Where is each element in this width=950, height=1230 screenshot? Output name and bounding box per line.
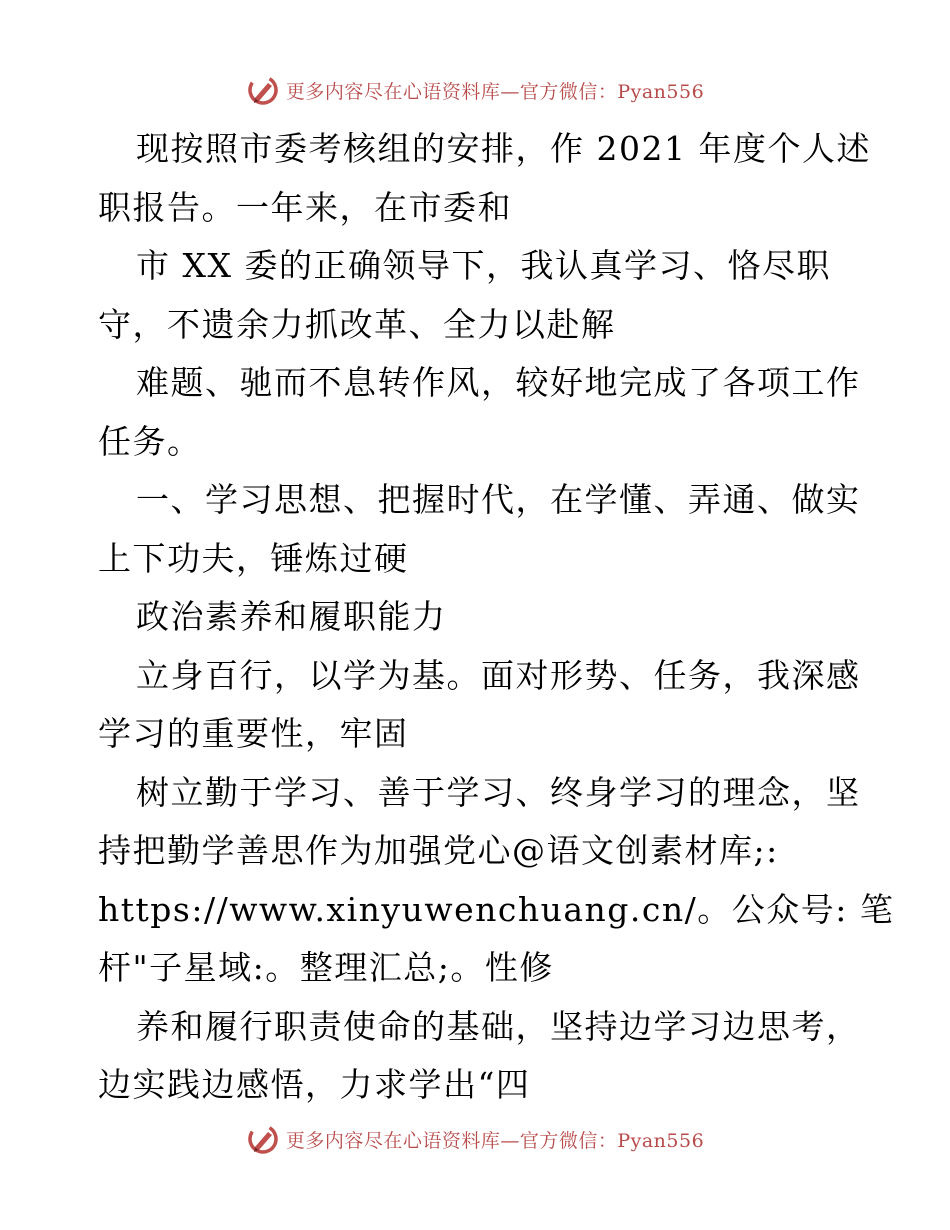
text-line: 市 XX 委的正确领导下，我认真学习、恪尽职	[136, 246, 831, 285]
watermark-text: 更多内容尽在心语资料库—官方微信：Pyan556	[285, 80, 705, 103]
text-line: 难题、驰而不息转作风，较好地完成了各项工作	[136, 363, 861, 402]
text-line: 立身百行，以学为基。面对形势、任务，我深感	[136, 655, 861, 695]
text-line: 政治素养和履职能力	[136, 597, 447, 636]
text-line: 树立勤于学习、善于学习、终身学习的理念，坚	[136, 772, 861, 812]
text-line: 学习的重要性，牢固	[98, 714, 409, 753]
header-watermark	[0, 68, 950, 112]
text-line: 边实践边感悟，力求学出“四	[98, 1065, 531, 1104]
text-line: https://www.xinyuwenchuang.cn/。公众号: 笔	[98, 889, 895, 929]
footer-watermark	[0, 1117, 950, 1161]
pen-logo-icon	[246, 1122, 280, 1156]
text-line: 一、学习思想、把握时代，在学懂、弄通、做实	[136, 480, 861, 519]
text-line: 养和履行职责使命的基础，坚持边学习边思考，	[136, 1006, 861, 1046]
text-line: 上下功夫，锤炼过硬	[98, 538, 409, 578]
text-line: 职报告。一年来，在市委和	[98, 187, 512, 227]
text-line: 现按照市委考核组的安排，作 2021 年度个人述	[136, 129, 871, 168]
text-line: 持把勤学善思作为加强党心@语文创素材库;:	[98, 831, 779, 870]
text-line: 杆"子星域:。整理汇总;。性修	[98, 948, 554, 987]
watermark-text: 更多内容尽在心语资料库—官方微信：Pyan556	[285, 1129, 705, 1152]
text-line: 守，不遗余力抓改革、全力以赴解	[98, 304, 616, 344]
document-body	[98, 120, 895, 1115]
text-line: 任务。	[98, 421, 202, 461]
pen-logo-icon	[246, 73, 280, 107]
